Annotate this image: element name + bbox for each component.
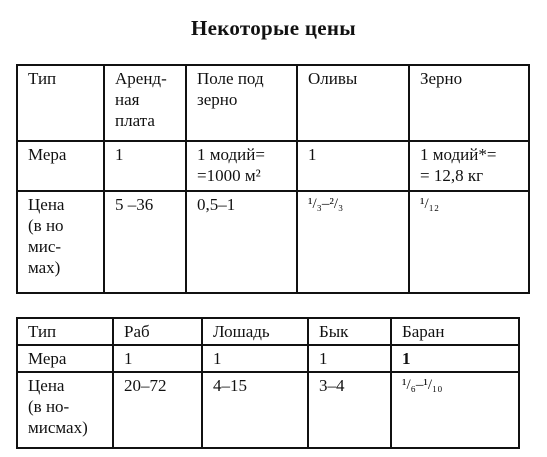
prices-table-1 (16, 64, 530, 294)
table-cell: Тип (17, 65, 104, 141)
table-cell: 1 модий*= = 12,8 кг (409, 141, 529, 191)
table-row (17, 318, 519, 345)
table-cell: 1 (202, 345, 308, 372)
table-row (17, 372, 519, 448)
table-cell: ¹/₁₂ (409, 191, 529, 293)
table-cell: Цена (в но- мисмах) (17, 372, 113, 448)
table-cell: Мера (17, 345, 113, 372)
table-cell: ¹/₃–²/₃ (297, 191, 409, 293)
table-cell: 1 (308, 345, 391, 372)
table-cell: 1 (113, 345, 202, 372)
table-cell: 1 модий= =1000 м² (186, 141, 297, 191)
table-cell: 1 (391, 345, 519, 372)
prices-table-2 (16, 317, 520, 449)
table-cell: 3–4 (308, 372, 391, 448)
table-cell: Аренд- ная плата (104, 65, 186, 141)
table-cell: Мера (17, 141, 104, 191)
table-cell: Оливы (297, 65, 409, 141)
table-cell: 20–72 (113, 372, 202, 448)
table-cell: Лошадь (202, 318, 308, 345)
table-row (17, 345, 519, 372)
table-cell: Бык (308, 318, 391, 345)
table-cell: Баран (391, 318, 519, 345)
table-cell: 5 –36 (104, 191, 186, 293)
table-cell: Цена (в но мис- мах) (17, 191, 104, 293)
table-cell: 4–15 (202, 372, 308, 448)
table-row (17, 141, 529, 191)
table-cell: 1 (104, 141, 186, 191)
table-cell: Поле под зерно (186, 65, 297, 141)
table-cell: Раб (113, 318, 202, 345)
table-cell: ¹/₆–¹/₁₀ (391, 372, 519, 448)
table-row (17, 191, 529, 293)
table-cell: Тип (17, 318, 113, 345)
table-row (17, 65, 529, 141)
page-title: Некоторые цены (190, 16, 356, 40)
table-cell: 1 (297, 141, 409, 191)
table-cell: Зерно (409, 65, 529, 141)
table-cell: 0,5–1 (186, 191, 297, 293)
